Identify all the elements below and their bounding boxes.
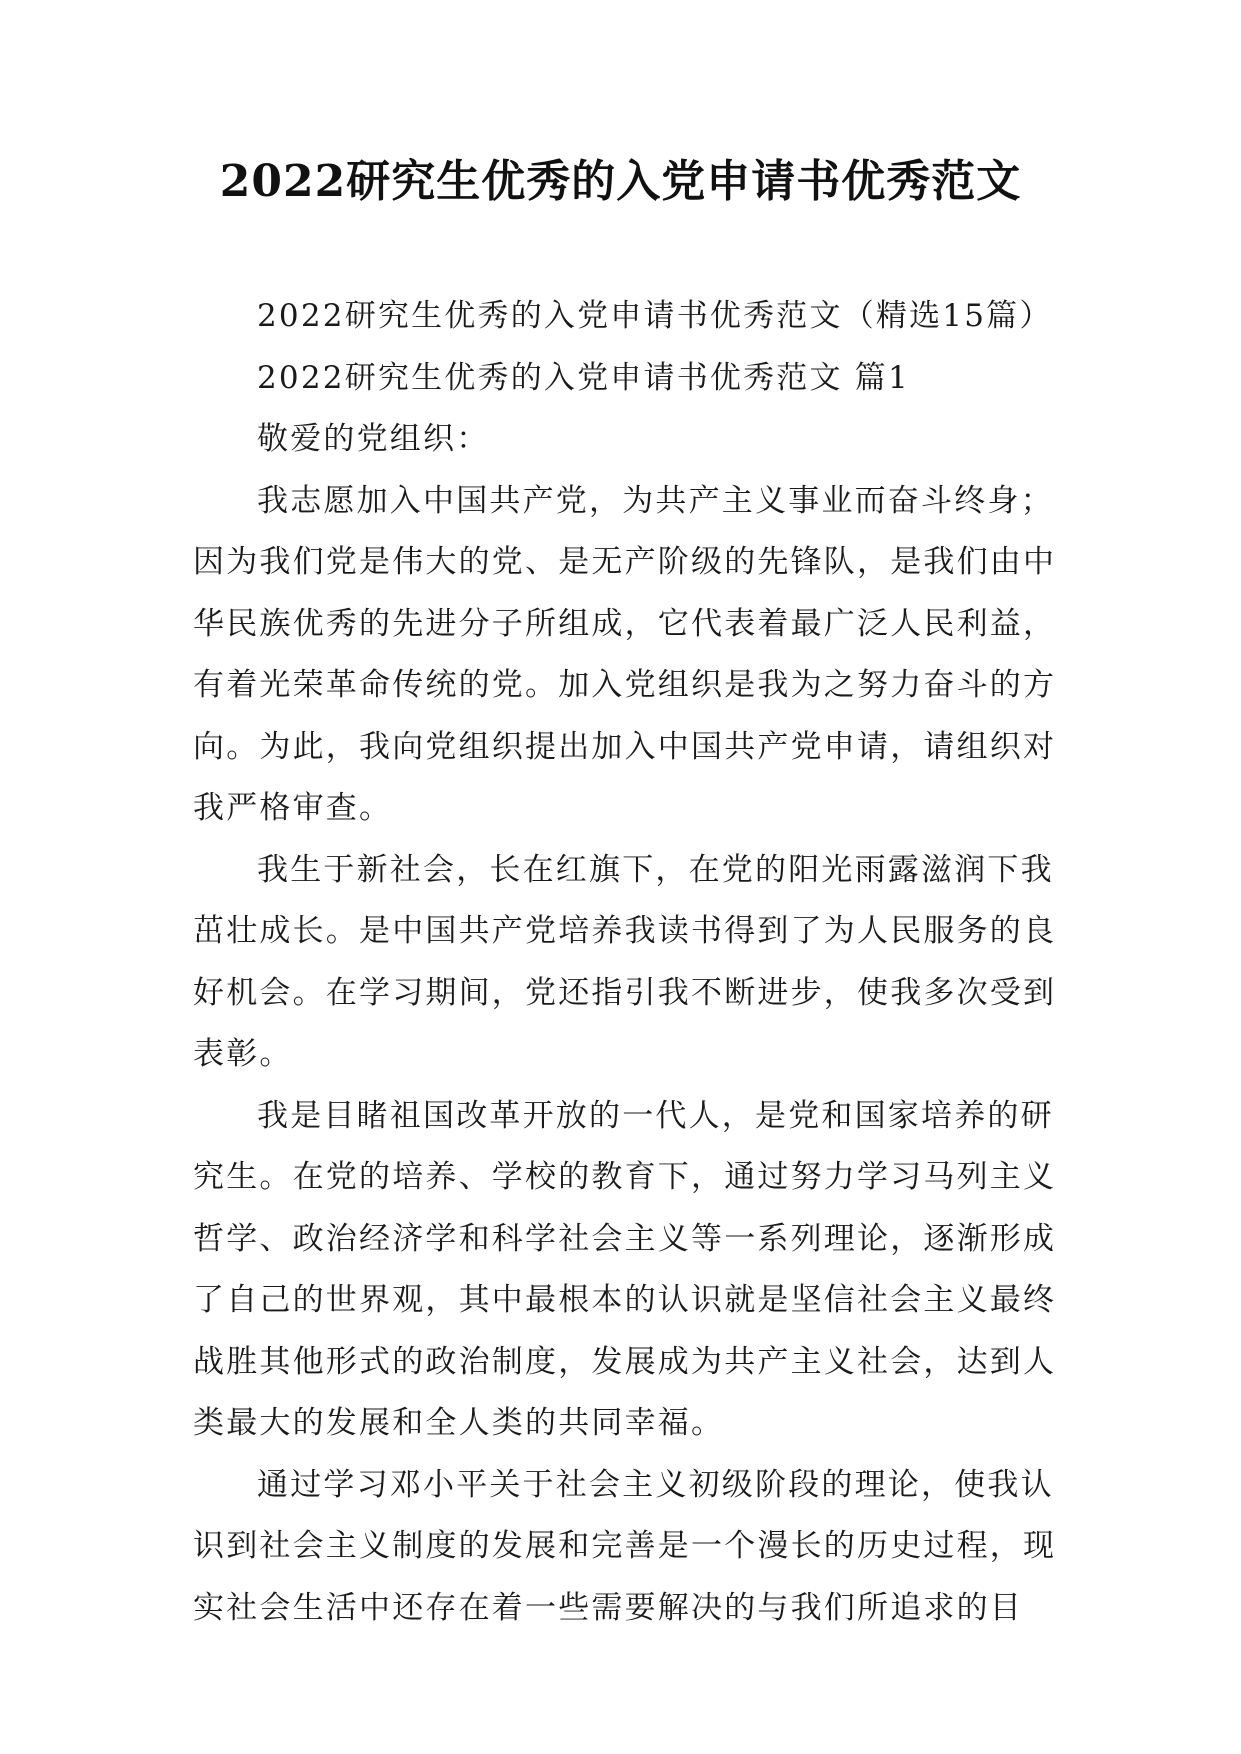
text-line: 敬爱的党组织： <box>257 421 490 457</box>
text-line: 向。为此，我向党组织提出加入中国共产党申请，请组织对 <box>193 728 1057 765</box>
text-line: 战胜其他形式的政治制度，发展成为共产主义社会，达到人 <box>193 1343 1057 1380</box>
salutation <box>193 409 1049 471</box>
text-line: 我是目睹祖国改革开放的一代人，是党和国家培养的研 <box>257 1097 1054 1134</box>
text-line: 究生。在党的培养、学校的教育下，通过努力学习马列主义 <box>193 1159 1057 1195</box>
text-line: 有着光荣革命传统的党。加入党组织是我为之努力奋斗的方 <box>193 667 1057 703</box>
text-line: 实社会生活中还存在着一些需要解决的与我们所追求的目 <box>193 1589 1023 1626</box>
paragraph-3 <box>193 1086 1057 1455</box>
text-line: 通过学习邓小平关于社会主义初级阶段的理论，使我认 <box>257 1466 1054 1503</box>
text-line: 茁壮成长。是中国共产党培养我读书得到了为人民服务的良 <box>193 913 1057 949</box>
section-heading <box>193 348 1049 410</box>
text-line: 我严格审查。 <box>193 790 393 826</box>
text-line: 2022研究生优秀的入党申请书优秀范文 篇1 <box>257 359 910 396</box>
text-line: 哲学、政治经济学和科学社会主义等一系列理论，逐渐形成 <box>193 1220 1057 1257</box>
page-title: 2022研究生优秀的入党申请书优秀范文 <box>219 156 1022 207</box>
paragraph-4 <box>193 1455 1057 1640</box>
text-line: 识到社会主义制度的发展和完善是一个漫长的历史过程，现 <box>193 1528 1057 1564</box>
paragraph-1 <box>193 471 1057 840</box>
paragraph-2 <box>193 840 1057 1086</box>
text-line: 表彰。 <box>193 1036 293 1072</box>
text-line: 我生于新社会，长在红旗下，在党的阳光雨露滋润下我 <box>257 851 1054 888</box>
text-line: 类最大的发展和全人类的共同幸福。 <box>193 1405 725 1441</box>
document-body <box>193 286 1057 1639</box>
subtitle-selection <box>193 286 1053 348</box>
text-line: 了自己的世界观，其中最根本的认识就是坚信社会主义最终 <box>193 1282 1057 1318</box>
text-line: 因为我们党是伟大的党、是无产阶级的先锋队，是我们由中 <box>193 544 1057 580</box>
text-line: 华民族优秀的先进分子所组成，它代表着最广泛人民利益， <box>193 605 1057 642</box>
text-line: 2022研究生优秀的入党申请书优秀范文（精选15篇） <box>257 298 1053 334</box>
text-line: 我志愿加入中国共产党，为共产主义事业而奋斗终身； <box>257 482 1054 519</box>
text-line: 好机会。在学习期间，党还指引我不断进步，使我多次受到 <box>193 974 1057 1011</box>
